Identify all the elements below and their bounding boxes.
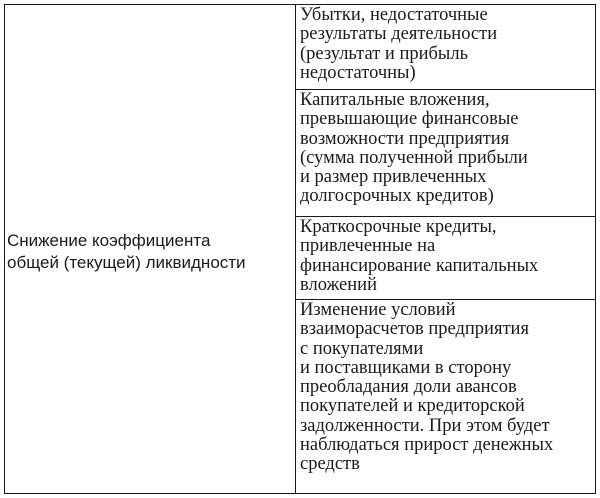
cause-cell-losses: Убытки, недостаточные результаты деятельности (результат и прибыль недостаточны) <box>296 5 595 90</box>
cause-cell-capital-investments: Капитальные вложения, превышающие финансовые возможности предприятия (сумма полученной прибыли и размер привлеченных долгосрочных кредитов) <box>296 90 595 217</box>
cause-cell-settlement-terms: Изменение условий взаиморасчетов предприятия с покупателями и поставщиками в сторону преобладания доли авансов покупателей и кредиторской задолженности. При этом будет наблюдаться прирост денежных средств <box>300 300 554 475</box>
causes-column <box>296 5 595 493</box>
indicator-cell <box>5 5 296 493</box>
liquidity-causes-table <box>4 4 596 494</box>
indicator-label: Снижение коэффициента общей (текущей) ликвидности <box>7 231 246 272</box>
cause-cell-short-term-credits: Краткосрочные кредиты, привлеченные на финансирование капитальных вложений <box>296 217 595 300</box>
